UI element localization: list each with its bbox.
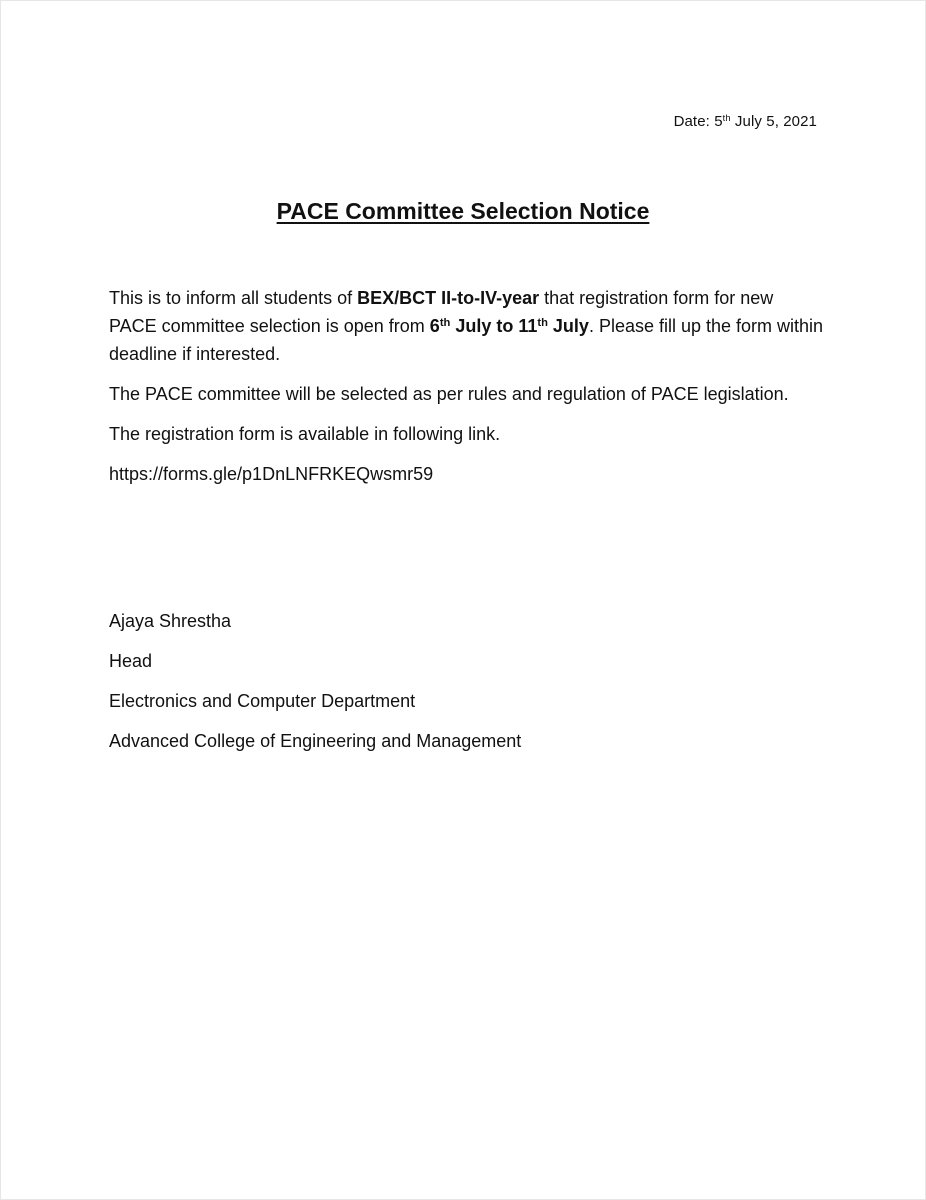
registration-period	[430, 316, 589, 336]
paragraph1-text-end: . Please fill up the form within deadline if interested.	[109, 316, 824, 364]
period-end: July	[547, 316, 589, 336]
date-day: 5	[714, 113, 723, 130]
start-day-suffix: th	[439, 316, 451, 329]
signature-block	[109, 607, 521, 767]
paragraph-registration-info	[109, 284, 824, 368]
period-middle: July to 11	[450, 316, 538, 336]
paragraph1-text-middle: that registration form for new PACE committee selection is open from	[109, 288, 774, 336]
signatory-department: Electronics and Computer Department	[109, 691, 416, 711]
date-label: Date:	[673, 113, 710, 130]
signatory-name: Ajaya Shrestha	[109, 611, 232, 631]
registration-link[interactable]: https://forms.gle/p1DnLNFRKEQwsmr59	[109, 464, 434, 484]
signatory-institution: Advanced College of Engineering and Management	[109, 731, 522, 751]
notice-date	[674, 113, 817, 130]
signatory-position: Head	[109, 651, 153, 671]
end-day-suffix: th	[537, 316, 548, 329]
paragraph-form-availability: The registration form is available in following link.	[109, 424, 501, 444]
student-group: BEX/BCT II-to-IV-year	[357, 288, 540, 308]
page-title: PACE Committee Selection Notice	[276, 198, 650, 224]
date-day-suffix: th	[722, 112, 731, 123]
date-rest: July 5, 2021	[734, 113, 817, 130]
notice-body	[109, 284, 824, 500]
start-day: 6	[429, 316, 440, 336]
paragraph-selection-rules: The PACE committee will be selected as per rules and regulation of PACE legislation.	[109, 384, 789, 404]
paragraph1-text-start: This is to inform all students of	[109, 288, 358, 308]
